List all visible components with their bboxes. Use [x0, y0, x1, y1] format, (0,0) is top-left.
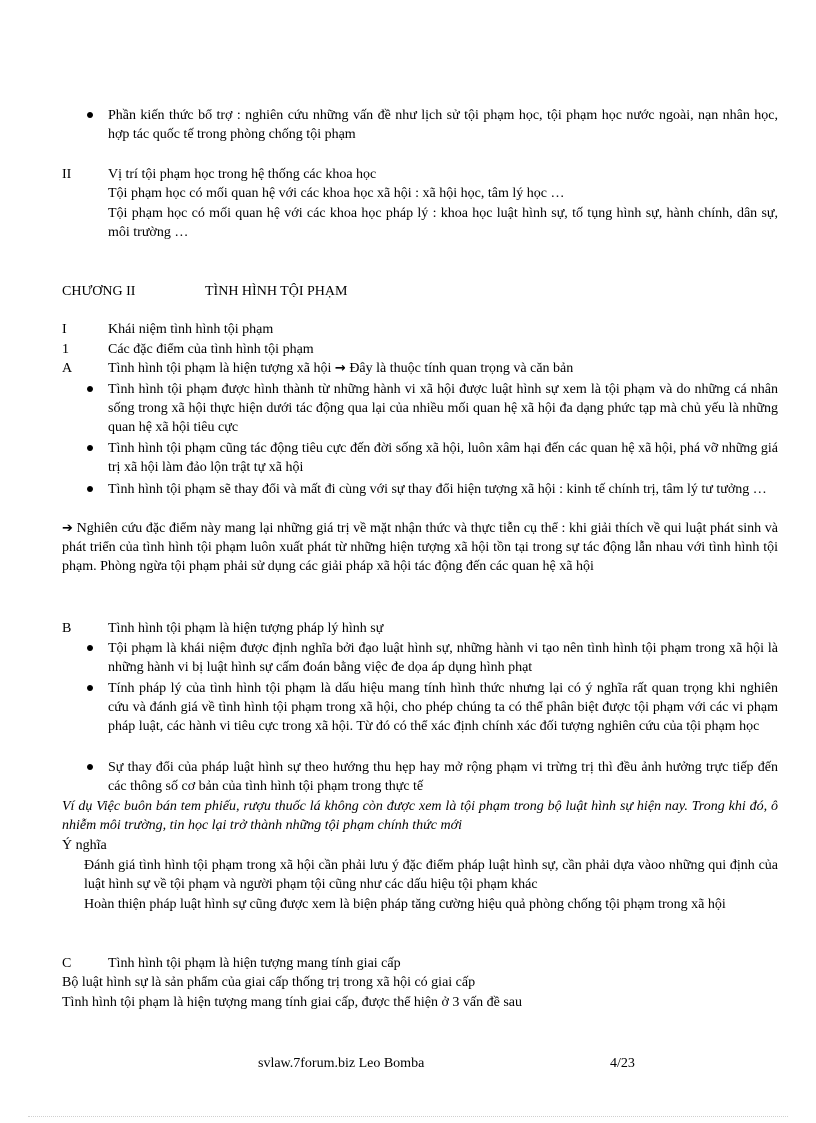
meaning-label: Ý nghĩa	[62, 838, 107, 853]
conclusion-paragraph	[62, 519, 778, 576]
chapter-label: CHƯƠNG II	[62, 284, 136, 299]
page-bottom-divider	[28, 1116, 788, 1117]
subsection-title: Các đặc điểm của tình hình tội phạm	[108, 342, 314, 357]
section-title: Vị trí tội phạm học trong hệ thống các khoa học	[108, 167, 377, 182]
meaning-paragraph: Hoàn thiện pháp luật hình sự cũng được xem là biện pháp tăng cường hiệu quả phòng chống tội phạm trong xã hội	[84, 897, 726, 912]
point-letter: C	[62, 956, 72, 971]
bullet-supplementary-knowledge: Phần kiến thức bổ trợ : nghiên cứu những vấn đề như lịch sử tội phạm học, tội phạm học nước ngoài, nạn nhân học, hợp tác quốc tế trong phòng chống tội phạm	[108, 108, 778, 142]
arrow-right-icon: ➔	[62, 521, 73, 536]
arrow-icon: →	[334, 361, 346, 376]
section-number: II	[62, 167, 72, 182]
section-line: Tội phạm học có mối quan hệ với các khoa học pháp lý : khoa học luật hình sự, tố tụng hình sự, hành chính, dân sự, môi trường …	[108, 206, 778, 240]
section-line: Tội phạm học có mối quan hệ với các khoa học xã hội : xã hội học, tâm lý học …	[108, 186, 565, 201]
bullet-marker	[87, 112, 93, 118]
point-title: Tình hình tội phạm là hiện tượng mang tính giai cấp	[108, 956, 401, 971]
bullet-item: Tính pháp lý của tình hình tội phạm là dấu hiệu mang tính hình thức nhưng lại có ý nghĩa rất quan trọng khi nghiên cứu và đánh giá về tình hình tội phạm trong xã hội, cho phép chúng ta có thể phân biệt được tội phạm với các vi phạm pháp luật, các hành vi tiêu cực trong xã hội. Từ đó có thể xác định chính xác đối tượng nghiên cứu của tội phạm học	[108, 681, 778, 734]
section-title: Khái niệm tình hình tội phạm	[108, 322, 274, 337]
point-letter: B	[62, 621, 72, 636]
bullet-item: Tình hình tội phạm được hình thành từ những hành vi xã hội được luật hình sự xem là tội phạm và do những cá nhân sống trong xã hội thực hiện dưới tác động qua lại của nhiều mối quan hệ xã hội đa dạng phức tạp mà chủ yếu là những quan hệ xã hội tiêu cực	[108, 382, 778, 435]
meaning-paragraph: Đánh giá tình hình tội phạm trong xã hội cần phải lưu ý đặc điểm pháp luật hình sự, cần phải dựa vàoo những qui định của luật hình sự về tội phạm và người phạm tội cũng như các dấu hiệu tội phạm khác	[84, 858, 778, 892]
footer-page-number: 4/23	[610, 1056, 635, 1071]
point-title: Tình hình tội phạm là hiện tượng pháp lý hình sự	[108, 621, 384, 636]
bullet-item: Tình hình tội phạm sẽ thay đổi và mất đi cùng với sự thay đổi hiện tượng xã hội : kinh tế chính trị, tâm lý tư tưởng …	[108, 482, 767, 497]
section-number: I	[62, 322, 67, 337]
body-line: Tình hình tội phạm là hiện tượng mang tính giai cấp, được thể hiện ở 3 vấn đề sau	[62, 995, 523, 1010]
bullet-marker	[87, 386, 93, 392]
point-title-tail: Đây là thuộc tính quan trọng và căn bản	[349, 361, 574, 376]
bullet-marker	[87, 764, 93, 770]
bullet-marker	[87, 486, 93, 492]
point-title-text: Tình hình tội phạm là hiện tượng xã hội	[108, 361, 332, 376]
bullet-item: Tình hình tội phạm cũng tác động tiêu cực đến đời sống xã hội, luôn xâm hại đến các quan hệ xã hội, phá vỡ những giá trị xã hội làm đảo lộn trật tự xã hội	[108, 441, 778, 475]
footer-source: svlaw.7forum.biz Leo Bomba	[258, 1056, 425, 1071]
example-paragraph: Ví dụ Việc buôn bán tem phiếu, rượu thuốc lá không còn được xem là tội phạm trong bộ luật hình sự hiện nay. Trong khi đó, ô nhiễm môi trường, tin học lại trở thành những tội phạm chính thức mới	[62, 799, 778, 833]
bullet-marker	[87, 685, 93, 691]
bullet-marker	[87, 645, 93, 651]
bullet-item: Tội phạm là khái niệm được định nghĩa bởi đạo luật hình sự, những hành vi tạo nên tình hình tội phạm trong xã hội là những hành vi bị luật hình sự cấm đoán bằng việc đe dọa áp dụng hình phạt	[108, 641, 778, 675]
point-title	[108, 359, 573, 378]
chapter-title: TÌNH HÌNH TỘI PHẠM	[205, 284, 348, 299]
point-letter: A	[62, 361, 73, 376]
bullet-item: Sự thay đổi của pháp luật hình sự theo hướng thu hẹp hay mở rộng phạm vi trừng trị thì đều ảnh hưởng trực tiếp đến các thông số cơ bản của tình hình tội phạm trong thực tế	[108, 760, 778, 794]
subsection-number: 1	[62, 342, 69, 357]
bullet-marker	[87, 445, 93, 451]
body-line: Bộ luật hình sự là sản phẩm của giai cấp thống trị trong xã hội có giai cấp	[62, 975, 476, 990]
conclusion-text: Nghiên cứu đặc điểm này mang lại những giá trị về mặt nhận thức và thực tiễn cụ thể : khi giải thích về qui luật phát sinh và phát triển của tình hình tội phạm luôn xuất phát từ những hiện tượng xã hội tồn tại trong sự tác động lẫn nhau với tình hình tội phạm. Phòng ngừa tội phạm phải sử dụng các giải pháp xã hội tác động đến các quan hệ xã hội	[62, 521, 778, 574]
